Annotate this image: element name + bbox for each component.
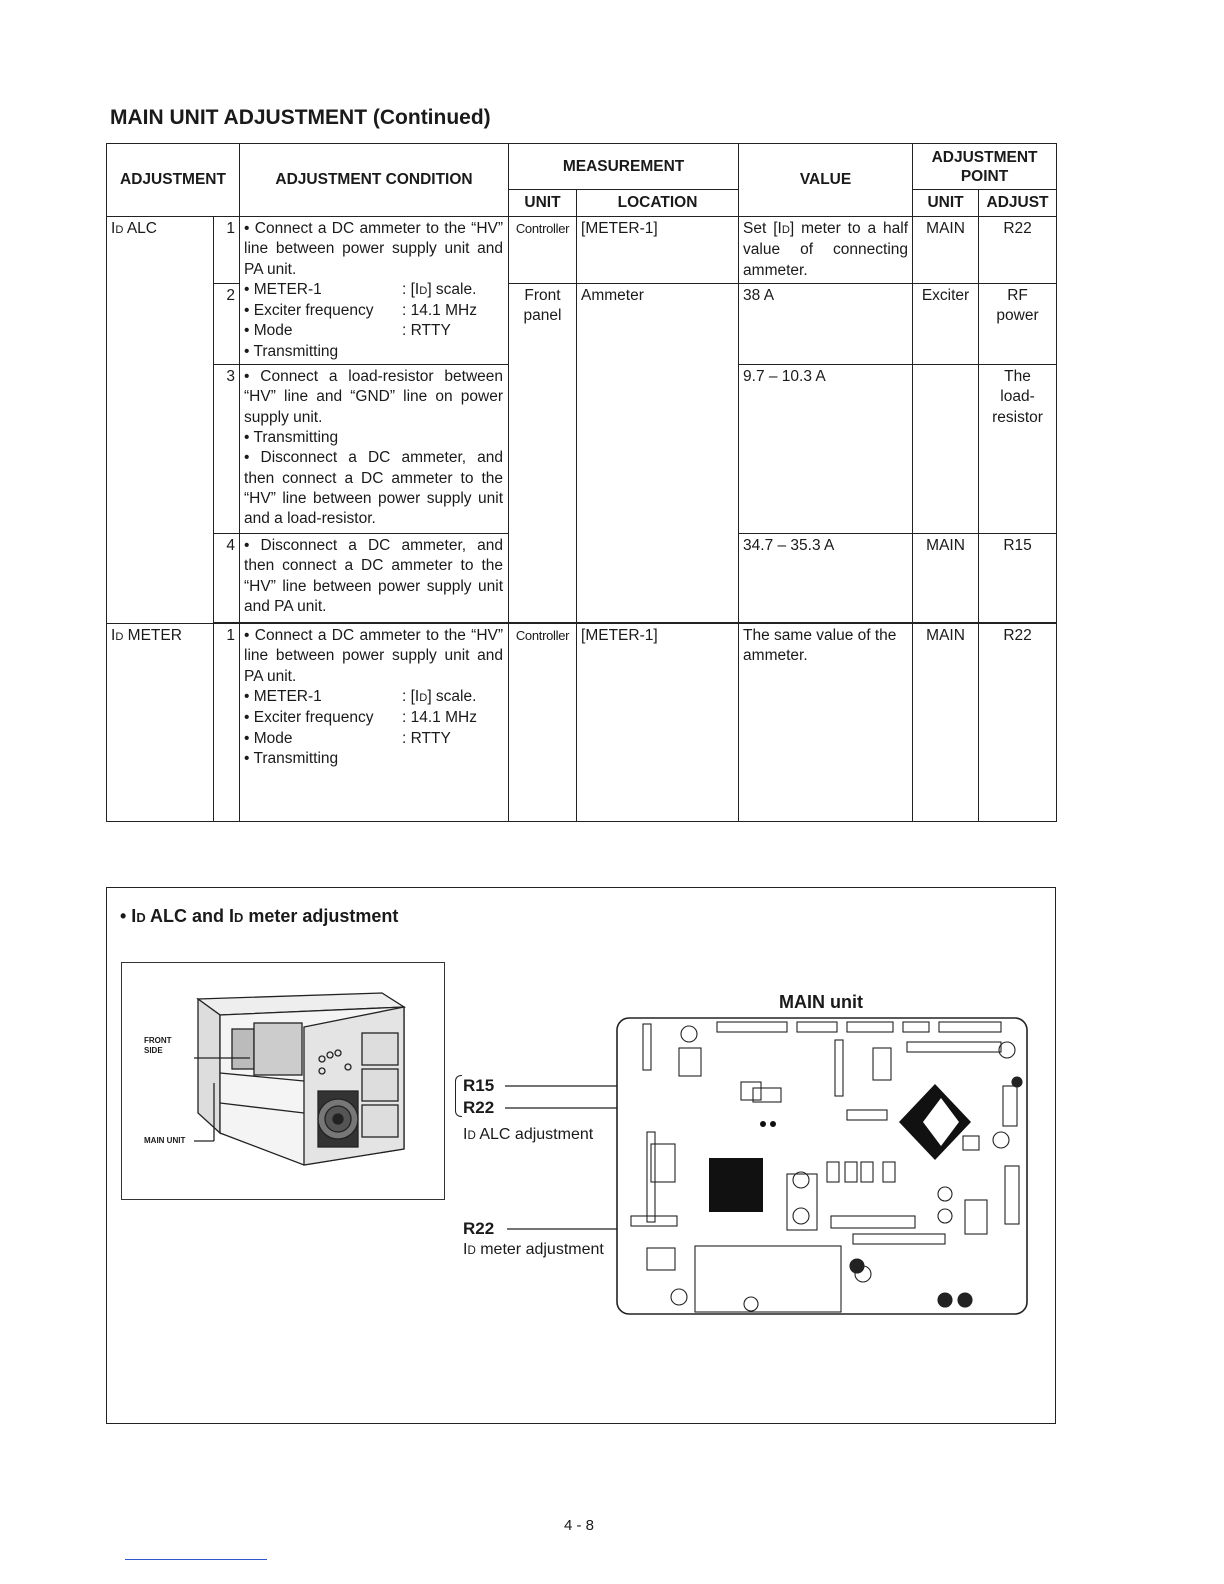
alc-condition-4 bbox=[240, 534, 508, 619]
list-item: • Mode : RTTY bbox=[244, 322, 451, 340]
location-cell bbox=[577, 217, 739, 284]
adjustment-figure bbox=[106, 887, 1056, 1424]
ap-unit: MAIN bbox=[926, 537, 965, 555]
location: [METER-1] bbox=[581, 627, 658, 645]
meter-caption: ID meter adjustment bbox=[463, 1241, 604, 1258]
list-item: • Transmitting bbox=[244, 342, 339, 360]
condition-cell bbox=[240, 217, 509, 365]
alc-caption: ID ALC adjustment bbox=[463, 1126, 594, 1143]
header-measurement: MEASUREMENT bbox=[509, 144, 739, 190]
value: The same value of the ammeter. bbox=[743, 627, 897, 665]
condition-cell bbox=[240, 534, 509, 623]
list-item: • Transmitting bbox=[244, 428, 339, 446]
value-cell bbox=[739, 217, 913, 284]
ap-unit: MAIN bbox=[926, 220, 965, 237]
ap-unit-cell bbox=[913, 217, 979, 284]
list-item: • METER-1 : [ID] scale. bbox=[244, 687, 477, 705]
condition-cell bbox=[240, 624, 509, 822]
step-number: 1 bbox=[226, 220, 236, 237]
r22-alc-label: R22 bbox=[463, 1098, 495, 1117]
m-unit-cell bbox=[509, 217, 577, 284]
board-drawing bbox=[107, 888, 1055, 1423]
list-item: • Disconnect a DC ammeter, and then connect a DC ammeter to the “HV” line between power supply unit and PA unit. bbox=[244, 537, 504, 615]
alc-name: ID ALC bbox=[111, 220, 157, 237]
m-unit-cell bbox=[509, 284, 577, 623]
figure-title: • ID ALC and ID meter adjustment bbox=[120, 906, 399, 926]
ap-adjust: The load-resistor bbox=[992, 368, 1043, 426]
header-adjustment-point: ADJUSTMENT POINT bbox=[913, 144, 1057, 190]
m-unit: Controller bbox=[515, 628, 570, 644]
m-unit: Front panel bbox=[523, 287, 562, 325]
ap-adjust-cell bbox=[979, 624, 1057, 822]
header-location: LOCATION bbox=[577, 190, 739, 217]
m-unit-cell bbox=[509, 624, 577, 822]
r15-label: R15 bbox=[463, 1076, 495, 1095]
meter-condition bbox=[240, 624, 508, 771]
list-item: • Exciter frequency : 14.1 MHz bbox=[244, 302, 477, 320]
step-cell bbox=[214, 365, 240, 534]
ap-unit-cell bbox=[913, 534, 979, 623]
ap-adjust-cell bbox=[979, 217, 1057, 284]
header-adjustment: ADJUSTMENT bbox=[107, 144, 240, 217]
step-number: 1 bbox=[226, 627, 236, 645]
ap-adjust-cell bbox=[979, 284, 1057, 365]
list-item: • Connect a DC ammeter to the “HV” line between power supply unit and PA unit. bbox=[244, 220, 504, 278]
ap-unit-cell bbox=[913, 284, 979, 365]
ap-adjust-cell bbox=[979, 365, 1057, 534]
value: Set [ID] meter to a half value of connecting ammeter. bbox=[743, 220, 909, 279]
location: [METER-1] bbox=[581, 220, 658, 237]
step-cell bbox=[214, 217, 240, 284]
step-number: 3 bbox=[226, 368, 236, 386]
header-value: VALUE bbox=[739, 144, 913, 217]
front-side-label: FRONT SIDE bbox=[144, 1036, 172, 1055]
step-number: 2 bbox=[226, 287, 236, 304]
ap-adjust: R15 bbox=[1003, 537, 1032, 555]
list-item: • Disconnect a DC ammeter, and then connect a DC ammeter to the “HV” line between power supply unit and a load-resistor. bbox=[244, 449, 504, 528]
value: 9.7 – 10.3 A bbox=[743, 368, 826, 386]
alc-condition-3 bbox=[240, 365, 508, 531]
step-number: 4 bbox=[226, 537, 236, 555]
divider bbox=[125, 1559, 267, 1560]
adjustment-table bbox=[106, 143, 1057, 822]
page-title: MAIN UNIT ADJUSTMENT (Continued) bbox=[110, 106, 491, 129]
value-cell bbox=[739, 534, 913, 623]
list-item: • Exciter frequency : 14.1 MHz bbox=[244, 709, 477, 727]
meter-name-cell bbox=[107, 624, 214, 822]
meter-name: ID METER bbox=[111, 627, 182, 645]
ap-unit: MAIN bbox=[926, 627, 965, 645]
value: 38 A bbox=[743, 287, 775, 304]
main-unit-label: MAIN UNIT bbox=[144, 1136, 186, 1145]
ap-unit-cell bbox=[913, 365, 979, 534]
ap-adjust: R22 bbox=[1003, 220, 1032, 237]
ap-unit bbox=[913, 365, 978, 369]
ap-adjust-cell bbox=[979, 534, 1057, 623]
value-cell bbox=[739, 624, 913, 822]
header-unit: UNIT bbox=[509, 190, 577, 217]
step-cell bbox=[214, 534, 240, 623]
list-item: • Connect a load-resistor between “HV” line and “GND” line on power supply unit. bbox=[244, 368, 504, 426]
header-ap-adjust: ADJUST bbox=[979, 190, 1057, 217]
value-cell bbox=[739, 284, 913, 365]
r22-meter-label: R22 bbox=[463, 1219, 495, 1238]
header-condition: ADJUSTMENT CONDITION bbox=[240, 144, 509, 217]
step-cell bbox=[214, 624, 240, 822]
list-item: • Mode : RTTY bbox=[244, 729, 451, 747]
ap-adjust: RF power bbox=[996, 287, 1039, 325]
location: Ammeter bbox=[581, 287, 644, 304]
location-cell bbox=[577, 624, 739, 822]
value-cell bbox=[739, 365, 913, 534]
alc-name-cell bbox=[107, 217, 214, 624]
alc-condition-1-2 bbox=[240, 217, 508, 364]
header-ap-unit: UNIT bbox=[913, 190, 979, 217]
value: 34.7 – 35.3 A bbox=[743, 537, 835, 555]
list-item: • Connect a DC ammeter to the “HV” line between power supply unit and PA unit. bbox=[244, 627, 504, 685]
step-cell bbox=[214, 284, 240, 365]
ap-unit-cell bbox=[913, 624, 979, 822]
board-label: MAIN unit bbox=[779, 992, 863, 1012]
m-unit: Controller bbox=[515, 221, 570, 236]
ap-adjust: R22 bbox=[1003, 627, 1032, 645]
location-cell bbox=[577, 284, 739, 623]
page-number: 4 - 8 bbox=[564, 1517, 595, 1534]
list-item: • Transmitting bbox=[244, 749, 339, 767]
list-item: • METER-1 : [ID] scale. bbox=[244, 280, 477, 298]
ap-unit: Exciter bbox=[921, 287, 970, 304]
condition-cell bbox=[240, 365, 509, 534]
